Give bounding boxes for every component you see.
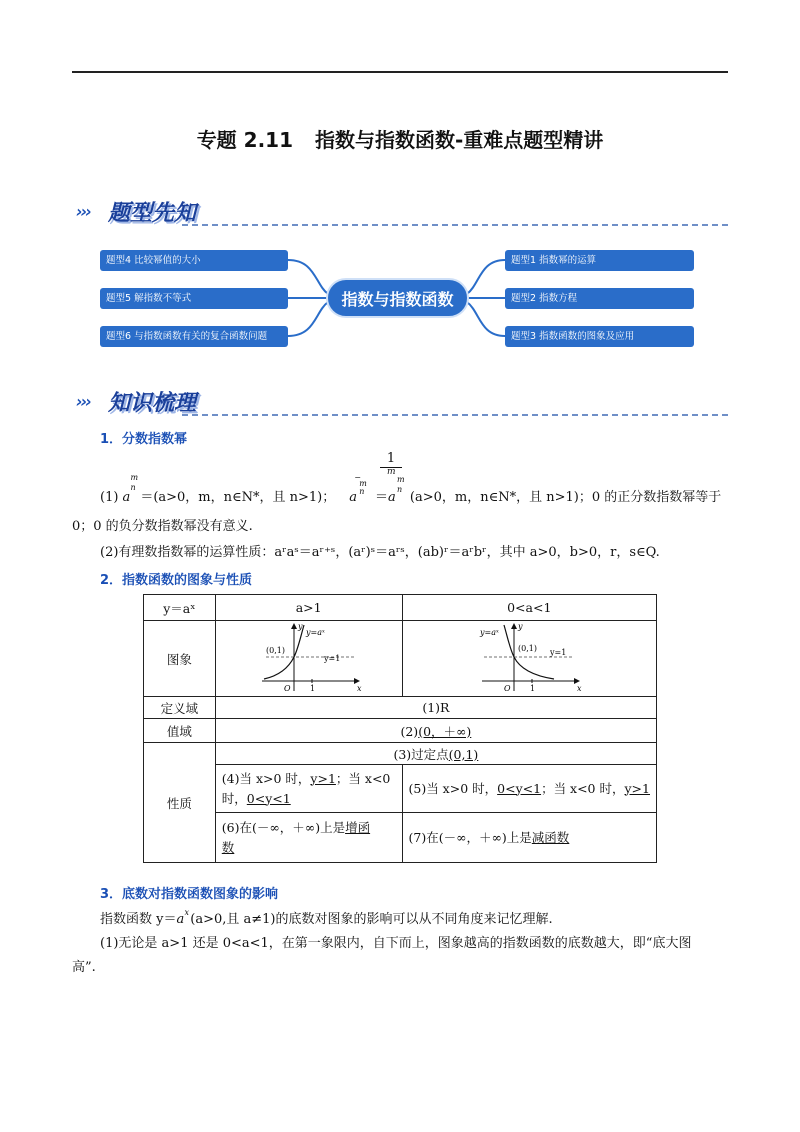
formula-a-power: a n m [122, 473, 139, 505]
graph-origin-label: O [504, 684, 511, 693]
text: ；当 x<0 时， [541, 780, 625, 796]
heading-exp-function: 2．指数函数的图象与性质 [100, 573, 253, 588]
graph-line-label: y=1 [323, 654, 340, 663]
mindmap-node-type5: 题型5 解指数不等式 [100, 288, 288, 309]
arrows-icon: ››› [76, 202, 90, 221]
section-divider [182, 414, 728, 416]
formula-a-power-denominator: a n m [388, 475, 405, 505]
domain-value [215, 697, 656, 719]
text: (a>0，m，n∈N*，且 n>1)；0 的正分数指数幂等于 [405, 490, 722, 505]
formula-a-neg-power: a m − n [349, 473, 367, 505]
graph-y-label: y [518, 622, 523, 631]
table-row [144, 765, 657, 813]
text: (0，＋∞) [418, 723, 472, 739]
graph-x-label: x [356, 684, 362, 693]
text: ＝(a>0，m，n∈N*，且 n>1)； [140, 490, 336, 505]
row-label-properties: 性质 [144, 743, 216, 863]
text: (6)在(－∞，＋∞)上是 [221, 819, 346, 835]
text: (4)当 x>0 时， [221, 770, 311, 786]
header-a-gt-1: a>1 [215, 595, 402, 621]
table-row [144, 621, 657, 697]
range-value [215, 719, 656, 743]
graph-y-label: y [297, 622, 303, 631]
graph-increasing [215, 621, 402, 697]
text: ；当 x<0 [335, 770, 391, 786]
graph-x-label: x [577, 684, 582, 693]
table-row [144, 697, 657, 719]
page-title [0, 124, 800, 153]
fraction-display [380, 452, 402, 468]
graph-tick-label: 1 [530, 684, 536, 693]
text: ＝ [375, 490, 389, 505]
prop-7 [402, 813, 657, 863]
graph-curve-label: y=aˣ [305, 628, 325, 637]
header-function: y＝aˣ [144, 595, 216, 621]
text: 减函数 [531, 829, 570, 845]
paragraph-base-2: (1)无论是 a>1 还是 0<a<1，在第一象限内，自下而上，图象越高的指数函数的底数越大，即“底大图 [100, 936, 692, 951]
text: (0,1) [448, 746, 479, 762]
mindmap-node-type1: 题型1 指数幂的运算 [505, 250, 694, 271]
mindmap-center: 指数与指数函数 [326, 278, 469, 318]
fraction-numerator: 1 [386, 451, 396, 466]
paragraph-base-1 [100, 910, 553, 930]
paragraph-rational-props: (2)有理数指数幂的运算性质：aʳaˢ＝aʳ⁺ˢ，(aʳ)ˢ＝aʳˢ，(ab)ʳ＝aʳbʳ，其中 a>0，b>0，r，s∈Q. [100, 545, 660, 560]
properties-table [143, 594, 657, 863]
row-label-range: 值域 [144, 719, 216, 743]
graph-curve-label: y=aˣ [480, 628, 500, 637]
table-row [144, 595, 657, 621]
table-row [144, 813, 657, 863]
section-knowledge-label: 知识梳理 [108, 391, 197, 416]
formula-a-x: a x [176, 908, 189, 927]
header-rule [72, 71, 728, 73]
section-preview-label: 题型先知 [108, 201, 197, 226]
text: 数 [221, 839, 235, 855]
row-label-domain: 定义域 [144, 697, 216, 719]
table-row [144, 719, 657, 743]
row-label-image: 图象 [144, 621, 216, 697]
graph-line-label: y=1 [550, 648, 567, 657]
prop-4 [215, 765, 402, 813]
section-knowledge-header [72, 386, 728, 420]
text: (1)R [422, 700, 450, 715]
text: 增函 [345, 819, 371, 835]
text: (a>0,且 a≠1)的底数对图象的影响可以从不同角度来记忆理解. [190, 912, 553, 927]
mindmap-node-type3: 题型3 指数函数的图象及应用 [505, 326, 694, 347]
title-text: 指数与指数函数-重难点题型精讲 [315, 128, 604, 152]
section-divider [182, 224, 728, 226]
paragraph-base-3: 高”. [72, 960, 96, 975]
graph-point-label: (0,1) [518, 644, 538, 653]
graph-increasing-svg [254, 621, 364, 693]
header-a-lt-1: 0<a<1 [402, 595, 657, 621]
paragraph-fractional-1 [100, 473, 722, 508]
text: 0<y<1 [497, 780, 542, 796]
prop-fixed-point [215, 743, 656, 765]
text: 指数函数 y＝ [100, 912, 177, 927]
title-number: 专题 2.11 [196, 128, 293, 152]
text: y>1 [310, 770, 336, 786]
text: (7)在(－∞，＋∞)上是 [408, 829, 532, 845]
table-row [144, 743, 657, 765]
mindmap-node-type6: 题型6 与指数函数有关的复合函数问题 [100, 326, 288, 347]
graph-point-label: (0,1) [265, 646, 285, 655]
prop-6 [215, 813, 402, 863]
text: (1) [100, 490, 123, 505]
mindmap-node-type4: 题型4 比较幂值的大小 [100, 250, 288, 271]
graph-tick-label: 1 [309, 684, 315, 693]
text: (2) [400, 723, 419, 739]
heading-fractional-exponent: 1．分数指数幂 [100, 432, 188, 447]
heading-base-effect: 3．底数对指数函数图象的影响 [100, 887, 279, 902]
text: (5)当 x>0 时， [408, 780, 498, 796]
text: y>1 [624, 780, 650, 796]
graph-origin-label: O [283, 684, 291, 693]
text: (3)过定点 [393, 746, 449, 762]
fraction-denominator: m [387, 467, 396, 477]
text: 0<y<1 [246, 790, 291, 806]
arrows-icon: ››› [76, 392, 90, 411]
paragraph-fractional-2: 0；0 的负分数指数幂没有意义. [72, 519, 253, 534]
section-preview-header [72, 196, 728, 230]
text: 时， [221, 790, 247, 806]
graph-decreasing [402, 621, 657, 697]
mind-map [100, 244, 694, 352]
prop-5 [402, 765, 657, 813]
graph-decreasing-svg [474, 621, 584, 693]
mindmap-node-type2: 题型2 指数方程 [505, 288, 694, 309]
